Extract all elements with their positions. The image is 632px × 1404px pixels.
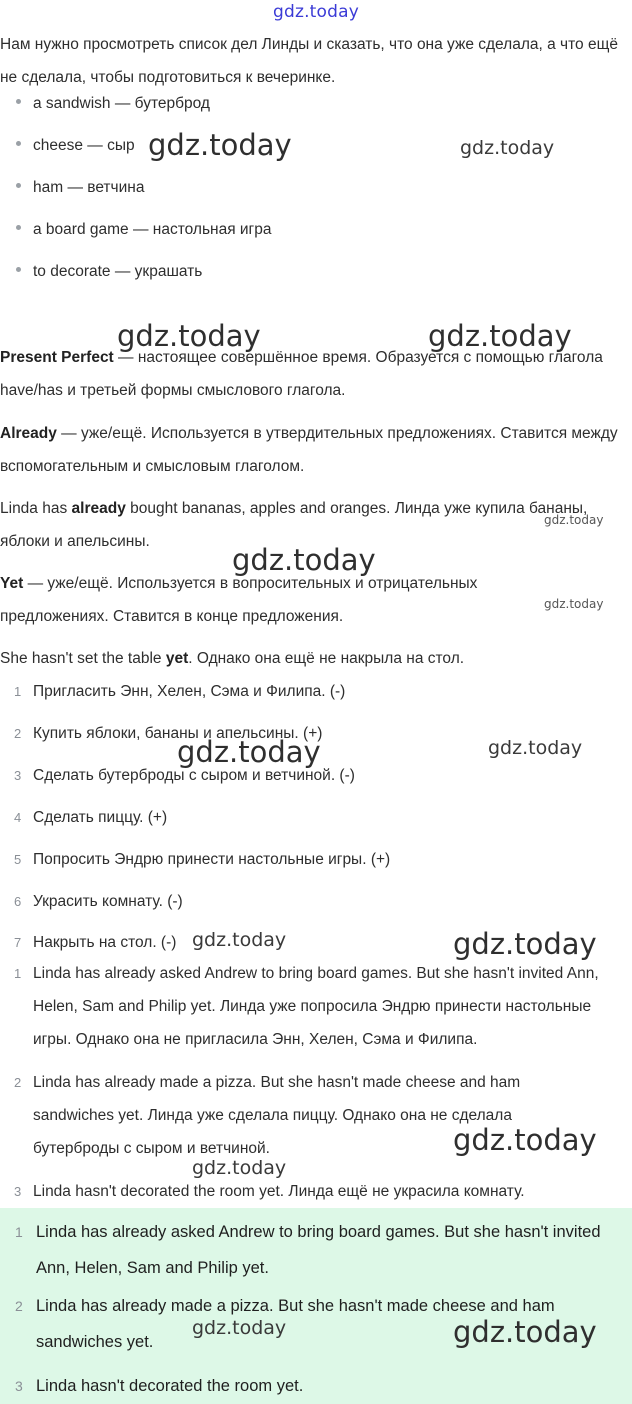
watermark: gdz.today <box>148 128 292 162</box>
watermark: gdz.today <box>488 737 583 759</box>
watermark: gdz.today <box>428 319 572 353</box>
vocab-item: a board game — настольная игра <box>16 220 271 240</box>
yet-rule: Yet — уже/ещё. Используется в вопросительных и отрицательных предложениях. Ставится в конце предложения. <box>0 575 478 625</box>
bullet-icon <box>16 99 21 104</box>
watermark: gdz.today <box>460 137 555 159</box>
watermark: gdz.today <box>117 319 261 353</box>
present-perfect-rule: Present Perfect — настоящее совершённое время. Образуется с помощью глагола have/has и третьей формы смыслового глагола. <box>0 349 603 399</box>
watermark: gdz.today <box>544 597 604 611</box>
bullet-icon <box>16 183 21 188</box>
answer-box: 1 Linda has already asked Andrew to bring board games. But she hasn't invited Ann, Helen, Sam and Philip yet. 2 Linda has already made a pizza. But she hasn't made cheese and ham sandwiches yet. 3 Linda hasn't decorated the room yet. <box>0 1208 632 1404</box>
solution-page: gdz.today Нам нужно просмотреть список дел Линды и сказать, что она уже сделала, а что ещё не сделала, чтобы подготовиться к вечеринке. a sandwish — бутерброд cheese — сыр ham — ветчина a board game — настольная игра to decorate — украшать Present Perfect — настоящее совершённое время. Образуется с помощью глагола have/has и третьей формы смыслового глагола. Already — уже/ещё. Используется в утвердительных предложениях. Ставится между вспомогательным и смысловым глаголом. Linda has already bought bananas, apples and oranges. Линда уже купила бананы, яблоки и апельсины. Yet — уже/ещё. Используется в вопросительных и отрицательных предложениях. Ставится в конце предложения. She hasn't set the table yet. Однако она ещё не накрыла на стол. 1 Пригласить Энн, Хелен, Сэма и Филипа. (-) 2 Купить яблоки, бананы и апельсины. (+) 3 Сделать бутерброды с сыром и ветчиной. (-) 4 Сделать пиццу. (+) 5 Попросить Эндрю принести настольные игры. (+) 6 Украсить комнату. (-) 7 Накрыть на стол. (-) 1 Linda has already asked Andrew to bring board games. But she hasn't invited Ann, Helen, Sam and Philip yet. Линда уже попросила Эндрю принести настольные игры. Однако она не пригласила Энн, Хелен, Сэма и Филипа. 2 Linda has already made a pizza. But she hasn't made cheese and ham sandwiches yet. Линда уже сделала пиццу. Однако она не сделала бутерброды с сыром и ветчиной. 3 Linda hasn't decorated the room yet. Линда ещё не украсила комнату. 1 Linda has already asked Andrew to bring board games. But she hasn't invited Ann, Helen, Sam and Philip yet. 2 Linda has already made a pizza. But she hasn't made cheese and ham sandwiches yet. 3 Linda hasn't decorated the room yet. gdz.today gdz.today gdz.today gdz.today gdz.today gdz.today gdz.today gdz.today gdz.today gdz.today gdz.today gdz.today gdz.today gdz.today gdz.today <box>0 0 632 1404</box>
watermark: gdz.today <box>544 513 604 527</box>
watermark: gdz.today <box>177 735 321 769</box>
watermark: gdz.today <box>453 1315 597 1349</box>
vocab-item: to decorate — украшать <box>16 262 202 282</box>
already-rule: Already — уже/ещё. Используется в утвердительных предложениях. Ставится между вспомогательным и смысловым глаголом. <box>0 425 618 475</box>
watermark: gdz.today <box>192 1157 287 1179</box>
watermark: gdz.today <box>453 927 597 961</box>
bullet-icon <box>16 141 21 146</box>
vocab-item: a sandwish — бутерброд <box>16 94 210 114</box>
vocab-item: cheese — сыр <box>16 136 135 156</box>
watermark: gdz.today <box>232 543 376 577</box>
watermark: gdz.today <box>453 1123 597 1157</box>
vocab-item: ham — ветчина <box>16 178 144 198</box>
intro-text: Нам нужно просмотреть список дел Линды и сказать, что она уже сделала, а что ещё не сделала, чтобы подготовиться к вечеринке. <box>0 36 618 86</box>
yet-example: She hasn't set the table yet. Однако она ещё не накрыла на стол. <box>0 650 465 667</box>
already-example: Linda has already bought bananas, apples and oranges. Линда уже купила бананы, яблоки и апельсины. <box>0 500 588 550</box>
site-header-logo[interactable]: gdz.today <box>272 2 360 22</box>
watermark: gdz.today <box>192 1317 287 1339</box>
watermark: gdz.today <box>192 929 287 951</box>
bullet-icon <box>16 225 21 230</box>
bullet-icon <box>16 267 21 272</box>
